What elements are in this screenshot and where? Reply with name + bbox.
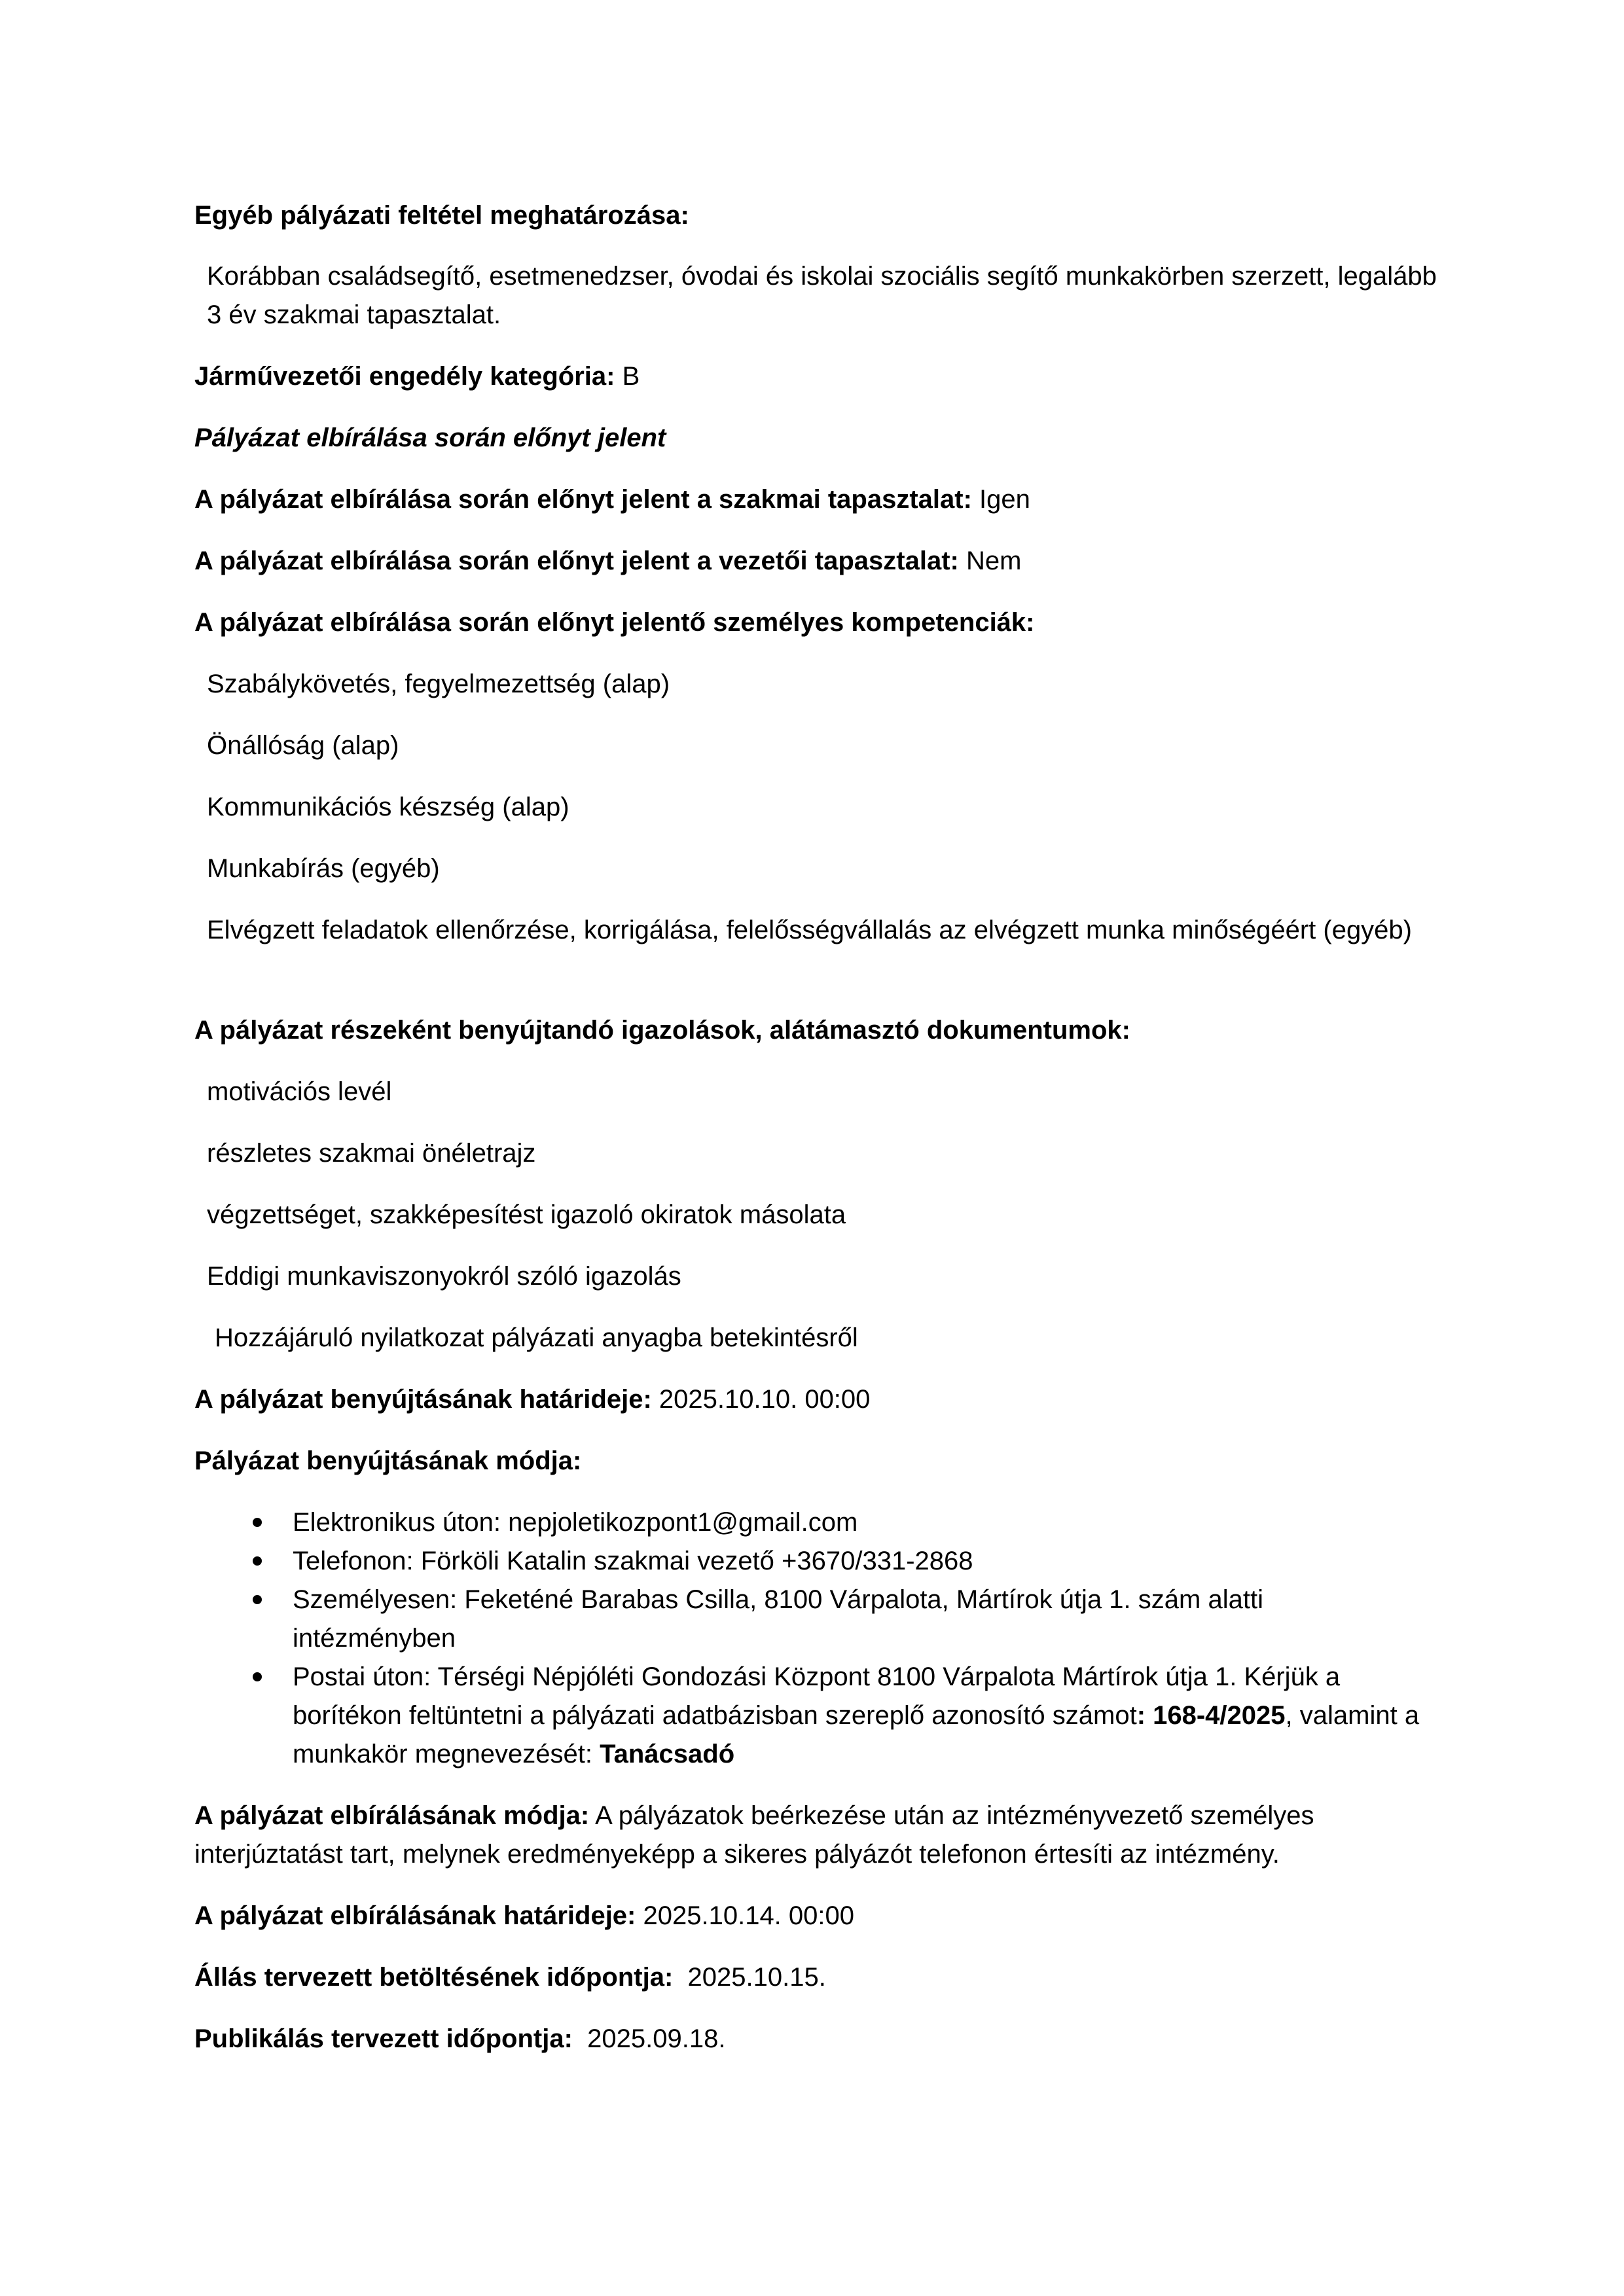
jogositvany-value: B — [615, 362, 640, 391]
dokumentum-item: Eddigi munkaviszonyokról szóló igazolás — [207, 1262, 681, 1291]
betoltes-value: 2025.10.15. — [673, 1963, 826, 1992]
postai-mid: , valamint a munkakör megnevezését: — [293, 1701, 1420, 1768]
publikalas-row — [194, 2020, 1425, 2058]
vezetoi-tapasztalat-label: A pályázat elbírálása során előnyt jelent a vezetői tapasztalat: — [194, 547, 959, 575]
modja-item-szemelyesen: Személyesen: Feketéné Barabas Csilla, 8100 Várpalota, Mártírok útja 1. szám alatti intézményben — [194, 1581, 1425, 1658]
hatarido-label: A pályázat benyújtásának határideje: — [194, 1385, 652, 1414]
publikalas-label: Publikálás tervezett időpontja: — [194, 2024, 573, 2053]
kompetencia-item: Szabálykövetés, fegyelmezettség (alap) — [207, 670, 670, 698]
hatarido-value: 2025.10.10. 00:00 — [651, 1385, 871, 1414]
dokumentum-item: végzettséget, szakképesítést igazoló okiratok másolata — [207, 1200, 846, 1229]
betoltes-row — [194, 1958, 1425, 1997]
jogositvany-label: Járművezetői engedély kategória: — [194, 362, 615, 391]
dokumentum-item: motivációs levél — [207, 1077, 392, 1106]
elbiralas-hatarido-value: 2025.10.14. 00:00 — [636, 1901, 855, 1930]
betoltes-label: Állás tervezett betöltésének időpontja: — [194, 1963, 674, 1992]
postai-text: Postai úton: Térségi Népjóléti Gondozási Központ 8100 Várpalota Mártírok útja 1. Kérjük a borítékon feltüntetni a pályázati adatbázisban szereplő azonosító számot — [293, 1662, 1341, 1730]
vezetoi-tapasztalat-row — [194, 542, 1425, 581]
dokumentum-item: részletes szakmai önéletrajz — [207, 1139, 536, 1168]
dokumentum-item: Hozzájáruló nyilatkozat pályázati anyagba betekintésről — [215, 1323, 858, 1352]
modja-item-telefon: Telefonon: Förköli Katalin szakmai vezető +3670/331-2868 — [194, 1542, 1425, 1581]
elbiralas-modja-row — [194, 1797, 1425, 1874]
azonosito-szam: : 168-4/2025 — [1136, 1701, 1286, 1730]
elony-heading: Pályázat elbírálása során előnyt jelent — [194, 423, 666, 452]
jogositvany-row — [194, 357, 1425, 396]
elbiralas-modja-label: A pályázat elbírálásának módja: — [194, 1801, 590, 1830]
modja-heading: Pályázat benyújtásának módja: — [194, 1446, 582, 1475]
kompetencia-item: Munkabírás (egyéb) — [207, 854, 440, 883]
modja-list — [194, 1503, 1425, 1774]
kompetencia-item: Elvégzett feladatok ellenőrzése, korrigálása, felelősségvállalás az elvégzett munka minőségéért (egyéb) — [207, 916, 1412, 944]
modja-item-postai — [194, 1658, 1425, 1774]
egyeb-heading: Egyéb pályázati feltétel meghatározása: — [194, 201, 689, 230]
publikalas-value: 2025.09.18. — [572, 2024, 726, 2053]
elbiralas-hatarido-label: A pályázat elbírálásának határideje: — [194, 1901, 636, 1930]
hatarido-row — [194, 1380, 1425, 1419]
munkakor-megnevezes: Tanácsadó — [600, 1740, 735, 1768]
modja-item-elektronikus: Elektronikus úton: nepjoletikozpont1@gmail.com — [194, 1503, 1425, 1542]
vezetoi-tapasztalat-value: Nem — [958, 547, 1022, 575]
egyeb-text: Korábban családsegítő, esetmenedzser, óvodai és iskolai szociális segítő munkakörben szerzett, legalább 3 év szakmai tapasztalat. — [207, 262, 1437, 329]
elbiralas-hatarido-row — [194, 1897, 1425, 1935]
kompetencia-item: Önállóság (alap) — [207, 731, 399, 760]
kompetencia-item: Kommunikációs készség (alap) — [207, 793, 569, 821]
dokumentumok-heading: A pályázat részeként benyújtandó igazolások, alátámasztó dokumentumok: — [194, 1016, 1130, 1045]
szakmai-tapasztalat-label: A pályázat elbírálása során előnyt jelent a szakmai tapasztalat: — [194, 485, 972, 514]
szakmai-tapasztalat-row — [194, 480, 1425, 519]
elbiralas-modja-value: A pályázatok beérkezése után az intézményvezető személyes interjúztatást tart, melynek eredményeképp a sikeres pályázót telefonon értesíti az intézmény. — [194, 1801, 1314, 1869]
szakmai-tapasztalat-value: Igen — [971, 485, 1030, 514]
kompetenciak-heading: A pályázat elbírálása során előnyt jelentő személyes kompetenciák: — [194, 608, 1035, 637]
